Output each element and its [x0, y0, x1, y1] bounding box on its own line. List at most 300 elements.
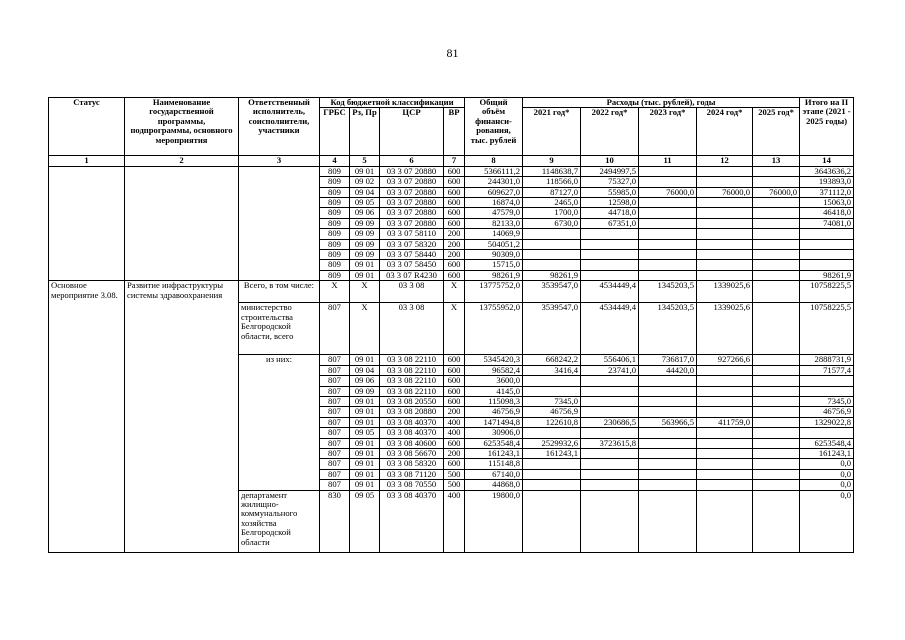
- table-cell: 400: [444, 417, 465, 427]
- name-cell: Развитие инфраструктуры системы здравоохранения: [125, 281, 239, 552]
- table-cell: [753, 417, 800, 427]
- table-cell: 46756,9: [465, 407, 523, 417]
- table-cell: [639, 396, 697, 406]
- table-cell: 3723615,8: [581, 438, 639, 448]
- table-cell: 5345420,3: [465, 355, 523, 365]
- table-cell: [581, 448, 639, 458]
- name-cell-empty: [125, 166, 239, 280]
- budget-table: [48, 97, 854, 553]
- table-cell: 500: [444, 480, 465, 490]
- table-cell: [753, 376, 800, 386]
- header-2024: 2024 год*: [697, 108, 753, 156]
- table-cell: 807: [320, 417, 350, 427]
- table-cell: 03 3 07 20880: [380, 177, 444, 187]
- column-number: 14: [800, 156, 854, 166]
- table-cell: [639, 448, 697, 458]
- table-cell: 809: [320, 270, 350, 280]
- table-cell: 12598,0: [581, 198, 639, 208]
- table-cell: 807: [320, 438, 350, 448]
- table-cell: [753, 250, 800, 260]
- table-cell: 200: [444, 239, 465, 249]
- table-cell: 98261,9: [800, 270, 854, 280]
- table-cell: [753, 281, 800, 303]
- table-cell: [697, 386, 753, 396]
- table-cell: [800, 250, 854, 260]
- table-cell: [697, 459, 753, 469]
- table-cell: [523, 386, 581, 396]
- table-cell: 2529932,6: [523, 438, 581, 448]
- table-cell: 67140,0: [465, 469, 523, 479]
- table-cell: 400: [444, 490, 465, 552]
- table-cell: [753, 407, 800, 417]
- table-cell: 03 3 08 56670: [380, 448, 444, 458]
- table-cell: 807: [320, 459, 350, 469]
- table-cell: [639, 260, 697, 270]
- table-cell: 44420,0: [639, 365, 697, 375]
- table-cell: 809: [320, 177, 350, 187]
- table-cell: 600: [444, 187, 465, 197]
- table-cell: 600: [444, 355, 465, 365]
- table-cell: X: [320, 281, 350, 303]
- table-cell: 09 04: [350, 187, 380, 197]
- table-cell: [697, 396, 753, 406]
- table-cell: 3539547,0: [523, 303, 581, 355]
- table-cell: 600: [444, 396, 465, 406]
- table-cell: X: [350, 281, 380, 303]
- table-cell: 67351,0: [581, 218, 639, 228]
- table-cell: 09 09: [350, 218, 380, 228]
- table-cell: 2494997,5: [581, 166, 639, 176]
- table-cell: 75327,0: [581, 177, 639, 187]
- table-cell: 09 01: [350, 260, 380, 270]
- table-cell: 200: [444, 250, 465, 260]
- table-cell: [697, 198, 753, 208]
- table-cell: 76000,0: [639, 187, 697, 197]
- table-cell: 90309,0: [465, 250, 523, 260]
- table-cell: [697, 260, 753, 270]
- header-itogo: Итого на II этапе (2021 - 2025 годы): [800, 98, 854, 156]
- table-cell: [753, 428, 800, 438]
- table-cell: 03 3 08: [380, 281, 444, 303]
- table-cell: [753, 208, 800, 218]
- table-cell: [639, 438, 697, 448]
- table-cell: 807: [320, 386, 350, 396]
- column-number: 8: [465, 156, 523, 166]
- table-cell: [753, 177, 800, 187]
- table-cell: 03 3 08: [380, 303, 444, 355]
- table-cell: [753, 218, 800, 228]
- table-cell: [753, 239, 800, 249]
- table-cell: [800, 239, 854, 249]
- table-cell: [697, 250, 753, 260]
- table-cell: 76000,0: [753, 187, 800, 197]
- table-cell: 09 09: [350, 250, 380, 260]
- table-cell: 244301,0: [465, 177, 523, 187]
- table-cell: 03 3 07 20880: [380, 166, 444, 176]
- table-cell: [800, 376, 854, 386]
- table-cell: [639, 270, 697, 280]
- table-cell: [753, 386, 800, 396]
- table-cell: 10758225,5: [800, 303, 854, 355]
- column-number: 13: [753, 156, 800, 166]
- table-cell: 03 3 08 70550: [380, 480, 444, 490]
- table-cell: [753, 480, 800, 490]
- table-cell: 03 3 08 22110: [380, 355, 444, 365]
- table-cell: 807: [320, 448, 350, 458]
- table-cell: 600: [444, 260, 465, 270]
- table-cell: 09 09: [350, 386, 380, 396]
- table-cell: 230686,5: [581, 417, 639, 427]
- table-cell: 1345203,5: [639, 281, 697, 303]
- table-cell: 1471494,8: [465, 417, 523, 427]
- column-number: 10: [581, 156, 639, 166]
- table-cell: 03 3 08 20880: [380, 407, 444, 417]
- table-cell: 03 3 07 58440: [380, 250, 444, 260]
- table-cell: 0,0: [800, 480, 854, 490]
- table-cell: [581, 229, 639, 239]
- table-cell: 807: [320, 303, 350, 355]
- table-cell: 82133,0: [465, 218, 523, 228]
- table-cell: 200: [444, 448, 465, 458]
- table-cell: 927266,6: [697, 355, 753, 365]
- table-cell: 98261,9: [523, 270, 581, 280]
- table-cell: 809: [320, 166, 350, 176]
- table-cell: [639, 376, 697, 386]
- table-cell: 13775752,0: [465, 281, 523, 303]
- table-cell: 4145,0: [465, 386, 523, 396]
- table-cell: 55985,0: [581, 187, 639, 197]
- table-cell: 807: [320, 469, 350, 479]
- table-cell: 71577,4: [800, 365, 854, 375]
- table-cell: [523, 490, 581, 552]
- table-cell: [581, 260, 639, 270]
- total-row: [49, 281, 854, 303]
- table-cell: [523, 459, 581, 469]
- table-cell: 563966,5: [639, 417, 697, 427]
- table-cell: [639, 250, 697, 260]
- table-cell: [697, 469, 753, 479]
- column-number-row: [49, 156, 854, 166]
- table-cell: 830: [320, 490, 350, 552]
- table-cell: [523, 469, 581, 479]
- table-cell: 1148638,7: [523, 166, 581, 176]
- table-cell: [697, 480, 753, 490]
- table-cell: [753, 438, 800, 448]
- table-cell: 4534449,4: [581, 303, 639, 355]
- table-cell: 556406,1: [581, 355, 639, 365]
- table-cell: [523, 376, 581, 386]
- table-cell: [639, 459, 697, 469]
- table-cell: [639, 469, 697, 479]
- table-cell: [581, 407, 639, 417]
- table-cell: 09 01: [350, 480, 380, 490]
- header-grbs: ГРБС: [320, 108, 350, 156]
- table-cell: [639, 229, 697, 239]
- table-cell: 03 3 08 40370: [380, 428, 444, 438]
- table-cell: 504051,2: [465, 239, 523, 249]
- column-number: 12: [697, 156, 753, 166]
- header-2025: 2025 год*: [753, 108, 800, 156]
- table-cell: 09 01: [350, 355, 380, 365]
- table-cell: 411759,0: [697, 417, 753, 427]
- table-cell: 13755952,0: [465, 303, 523, 355]
- table-cell: 600: [444, 386, 465, 396]
- table-cell: 03 3 07 R4230: [380, 270, 444, 280]
- table-cell: 03 3 08 22110: [380, 365, 444, 375]
- table-cell: 668242,2: [523, 355, 581, 365]
- table-cell: 46756,9: [523, 407, 581, 417]
- table-cell: 3643636,2: [800, 166, 854, 176]
- table-cell: [639, 407, 697, 417]
- table-cell: [697, 438, 753, 448]
- table-cell: 600: [444, 218, 465, 228]
- table-cell: 09 06: [350, 208, 380, 218]
- table-cell: 807: [320, 480, 350, 490]
- header-csr: ЦСР: [380, 108, 444, 156]
- table-cell: [581, 386, 639, 396]
- table-cell: [753, 303, 800, 355]
- table-cell: 03 3 08 58320: [380, 459, 444, 469]
- table-cell: [581, 469, 639, 479]
- table-cell: [697, 239, 753, 249]
- table-cell: [639, 208, 697, 218]
- table-cell: [581, 459, 639, 469]
- table-cell: 09 05: [350, 198, 380, 208]
- header-expenses: Расходы (тыс. рублей), годы: [523, 98, 800, 108]
- table-cell: 600: [444, 438, 465, 448]
- column-number: 6: [380, 156, 444, 166]
- table-cell: [753, 166, 800, 176]
- table-cell: 0,0: [800, 459, 854, 469]
- table-cell: 03 3 08 22110: [380, 376, 444, 386]
- table-cell: 09 06: [350, 376, 380, 386]
- column-number: 7: [444, 156, 465, 166]
- table-cell: 76000,0: [697, 187, 753, 197]
- table-cell: 1339025,6: [697, 281, 753, 303]
- executor-cell-empty: [239, 166, 320, 280]
- table-cell: 09 01: [350, 448, 380, 458]
- table-cell: 03 3 08 20550: [380, 396, 444, 406]
- table-cell: 3539547,0: [523, 281, 581, 303]
- table-cell: 807: [320, 365, 350, 375]
- table-cell: 115148,8: [465, 459, 523, 469]
- table-cell: [753, 365, 800, 375]
- table-cell: [581, 239, 639, 249]
- table-cell: 807: [320, 396, 350, 406]
- table-cell: 19800,0: [465, 490, 523, 552]
- table-cell: 87127,0: [523, 187, 581, 197]
- table-cell: 3416,4: [523, 365, 581, 375]
- status-cell: Основное мероприятие 3.08.: [49, 281, 125, 552]
- table-cell: 809: [320, 229, 350, 239]
- table-cell: 6253548,4: [800, 438, 854, 448]
- table-cell: 600: [444, 270, 465, 280]
- table-cell: [753, 270, 800, 280]
- table-cell: 6253548,4: [465, 438, 523, 448]
- table-cell: 16874,0: [465, 198, 523, 208]
- table-cell: 807: [320, 355, 350, 365]
- table-cell: [523, 428, 581, 438]
- table-cell: 809: [320, 250, 350, 260]
- table-cell: 44718,0: [581, 208, 639, 218]
- table-cell: [697, 448, 753, 458]
- table-cell: [697, 428, 753, 438]
- page-number: 81: [446, 46, 459, 60]
- table-cell: 600: [444, 459, 465, 469]
- table-cell: 600: [444, 365, 465, 375]
- table-cell: 09 01: [350, 459, 380, 469]
- table-cell: [697, 208, 753, 218]
- header-budget-code: Код бюджетной классификации: [320, 98, 465, 108]
- table-cell: 09 01: [350, 469, 380, 479]
- table-cell: 09 05: [350, 428, 380, 438]
- table-cell: 09 09: [350, 229, 380, 239]
- column-number: 4: [320, 156, 350, 166]
- table-cell: 1329022,8: [800, 417, 854, 427]
- table-cell: 03 3 07 58110: [380, 229, 444, 239]
- table-cell: 1345203,5: [639, 303, 697, 355]
- table-cell: 14069,9: [465, 229, 523, 239]
- table-cell: 09 01: [350, 438, 380, 448]
- column-number: 1: [49, 156, 125, 166]
- table-cell: 23741,0: [581, 365, 639, 375]
- table-cell: 118566,0: [523, 177, 581, 187]
- table-cell: 03 3 07 20880: [380, 198, 444, 208]
- table-cell: [800, 386, 854, 396]
- table-cell: [523, 229, 581, 239]
- table-cell: [697, 365, 753, 375]
- table-cell: 03 3 08 40370: [380, 490, 444, 552]
- table-cell: [523, 239, 581, 249]
- table-cell: [639, 428, 697, 438]
- table-cell: [697, 270, 753, 280]
- column-number: 11: [639, 156, 697, 166]
- header-2022: 2022 год*: [581, 108, 639, 156]
- table-cell: X: [444, 281, 465, 303]
- table-cell: 809: [320, 187, 350, 197]
- header-2021: 2021 год*: [523, 108, 581, 156]
- table-cell: 6730,0: [523, 218, 581, 228]
- table-cell: [581, 270, 639, 280]
- table-cell: 200: [444, 407, 465, 417]
- table-cell: [697, 166, 753, 176]
- table-cell: 809: [320, 239, 350, 249]
- table-cell: 4534449,4: [581, 281, 639, 303]
- table-cell: 1700,0: [523, 208, 581, 218]
- table-cell: [697, 177, 753, 187]
- header-status: Статус: [49, 98, 125, 156]
- table-cell: 74081,0: [800, 218, 854, 228]
- table-cell: 1339025,6: [697, 303, 753, 355]
- table-cell: [753, 459, 800, 469]
- table-cell: [581, 396, 639, 406]
- table-cell: 2465,0: [523, 198, 581, 208]
- table-cell: 809: [320, 218, 350, 228]
- table-cell: 600: [444, 166, 465, 176]
- column-number: 2: [125, 156, 239, 166]
- table-cell: [697, 490, 753, 552]
- table-cell: 809: [320, 198, 350, 208]
- table-cell: [753, 198, 800, 208]
- table-cell: [639, 166, 697, 176]
- table-cell: [639, 490, 697, 552]
- table-cell: 193893,0: [800, 177, 854, 187]
- table-cell: 09 01: [350, 396, 380, 406]
- table-cell: 5366111,2: [465, 166, 523, 176]
- table-cell: [697, 229, 753, 239]
- table-cell: 807: [320, 407, 350, 417]
- table-cell: 400: [444, 428, 465, 438]
- table-cell: 7345,0: [800, 396, 854, 406]
- table-cell: [523, 250, 581, 260]
- status-cell-empty: [49, 166, 125, 280]
- table-cell: [639, 386, 697, 396]
- table-cell: [753, 490, 800, 552]
- table-cell: 115098,3: [465, 396, 523, 406]
- header-name: Наименование государственной программы, подпрограммы, основного мероприятия: [125, 98, 239, 156]
- table-cell: 46756,9: [800, 407, 854, 417]
- executor-department-label: департамент жилищно-коммунального хозяйства Белгородской области: [239, 490, 320, 552]
- table-cell: 03 3 07 58450: [380, 260, 444, 270]
- column-number: 5: [350, 156, 380, 166]
- table-cell: [523, 260, 581, 270]
- table-cell: [581, 250, 639, 260]
- table-cell: 03 3 08 71120: [380, 469, 444, 479]
- table-cell: 600: [444, 208, 465, 218]
- table-cell: [800, 428, 854, 438]
- table-cell: 03 3 08 40600: [380, 438, 444, 448]
- table-cell: 09 01: [350, 407, 380, 417]
- table-cell: 09 04: [350, 365, 380, 375]
- table-cell: 600: [444, 376, 465, 386]
- table-cell: 809: [320, 260, 350, 270]
- table-cell: X: [444, 303, 465, 355]
- header-executor: Ответственный исполнитель, соисполнители, участники: [239, 98, 320, 156]
- table-cell: 03 3 07 20880: [380, 187, 444, 197]
- table-cell: [753, 355, 800, 365]
- table-cell: 09 02: [350, 177, 380, 187]
- table-cell: 10758225,5: [800, 281, 854, 303]
- table-cell: 161243,1: [800, 448, 854, 458]
- table-cell: 03 3 08 40370: [380, 417, 444, 427]
- table-cell: [581, 376, 639, 386]
- table-cell: 807: [320, 428, 350, 438]
- table-cell: 44868,0: [465, 480, 523, 490]
- table-cell: 809: [320, 208, 350, 218]
- table-cell: 98261,9: [465, 270, 523, 280]
- table-cell: [639, 480, 697, 490]
- table-cell: 09 05: [350, 490, 380, 552]
- header-2023: 2023 год*: [639, 108, 697, 156]
- table-cell: 122610,8: [523, 417, 581, 427]
- table-cell: 600: [444, 177, 465, 187]
- table-cell: 609627,0: [465, 187, 523, 197]
- table-cell: 600: [444, 198, 465, 208]
- table-cell: [581, 490, 639, 552]
- table-cell: 161243,1: [523, 448, 581, 458]
- table-cell: [800, 229, 854, 239]
- table-cell: 09 01: [350, 166, 380, 176]
- table-cell: 371112,0: [800, 187, 854, 197]
- table-cell: 09 01: [350, 270, 380, 280]
- table-cell: 736817,0: [639, 355, 697, 365]
- table-row: [49, 166, 854, 176]
- table-cell: [639, 177, 697, 187]
- table-cell: 03 3 07 58320: [380, 239, 444, 249]
- column-number: 9: [523, 156, 581, 166]
- table-cell: 2888731,9: [800, 355, 854, 365]
- table-cell: 03 3 08 22110: [380, 386, 444, 396]
